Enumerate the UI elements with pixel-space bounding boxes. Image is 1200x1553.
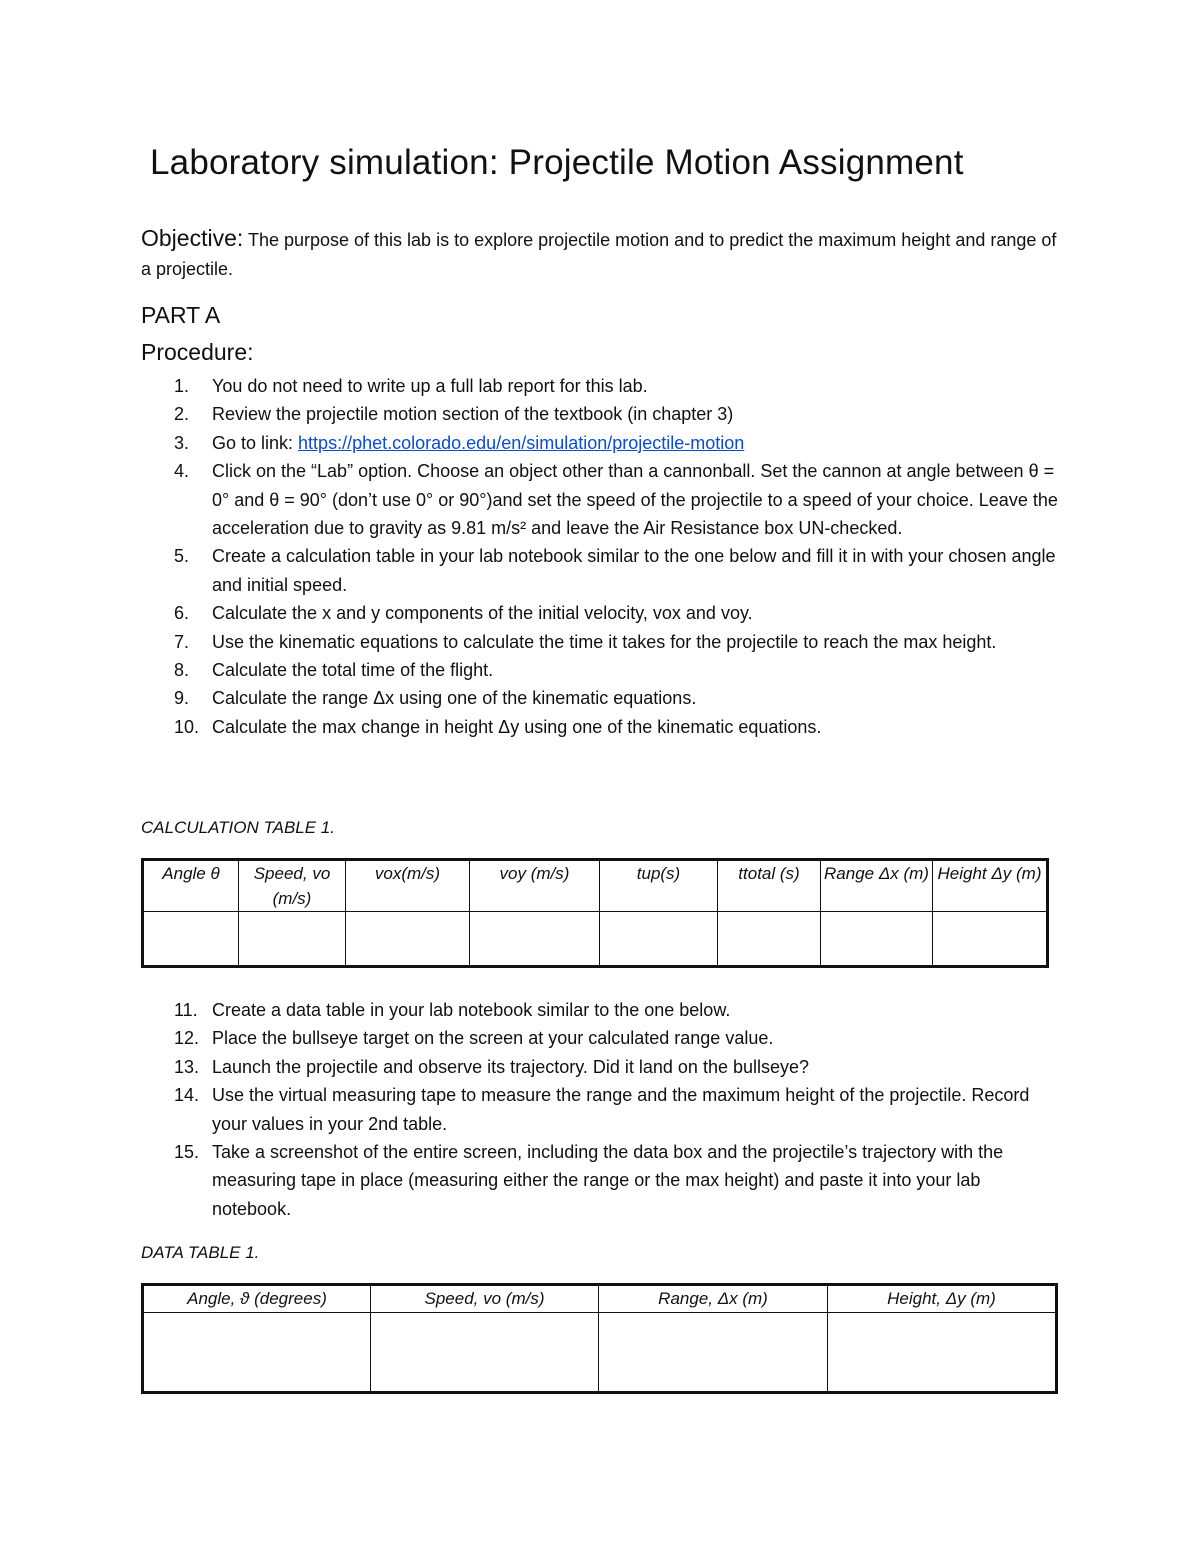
phet-simulation-link[interactable]: https://phet.colorado.edu/en/simulation/projectile-motion (298, 432, 745, 453)
table-cell[interactable] (470, 912, 600, 967)
table-header-row (143, 1285, 1057, 1313)
header-cell-vox: vox(m/s) (346, 860, 470, 912)
data-table-caption: DATA TABLE 1. (141, 1243, 260, 1262)
list-item (141, 542, 1061, 599)
table-cell[interactable] (371, 1313, 599, 1393)
header-cell-height: Height Δy (m) (933, 860, 1048, 912)
header-cell-height: Height, Δy (m) (828, 1285, 1057, 1313)
header-cell-range: Range Δx (m) (821, 860, 933, 912)
header-cell-range: Range, Δx (m) (599, 1285, 828, 1313)
step-text: Place the bullseye target on the screen at your calculated range value. (212, 1028, 774, 1049)
step-text: Create a calculation table in your lab notebook similar to the one below and fill it in with your chosen angle and initial speed. (212, 546, 1056, 595)
list-item (141, 996, 1061, 1024)
list-item (141, 713, 1061, 741)
list-item (141, 400, 1061, 428)
list-item (141, 1053, 1061, 1081)
list-item (141, 656, 1061, 684)
list-item (141, 429, 1061, 457)
step-text: Review the projectile motion section of the textbook (in chapter 3) (212, 404, 734, 425)
table-header-row (143, 860, 1048, 912)
list-item (141, 1081, 1061, 1138)
step-number: 7. (174, 631, 190, 652)
step-number: 2. (174, 404, 190, 425)
calculation-table (141, 858, 1049, 968)
step-text: Use the kinematic equations to calculate the time it takes for the projectile to reach the max height. (212, 631, 997, 652)
header-cell-voy: voy (m/s) (470, 860, 600, 912)
table-cell[interactable] (599, 1313, 828, 1393)
objective-text: The purpose of this lab is to explore projectile motion and to predict the maximum height and range of a projectile. (141, 230, 1057, 279)
step-text: Take a screenshot of the entire screen, including the data box and the projectile’s trajectory with the measuring tape in place (measuring either the range or the max height) and paste it into your lab notebook. (212, 1142, 1004, 1219)
step-number: 1. (174, 376, 190, 396)
step-text: Calculate the total time of the flight. (212, 660, 494, 681)
step-number: 10. (174, 716, 200, 737)
step-number: 5. (174, 546, 190, 567)
step-text: You do not need to write up a full lab report for this lab. (212, 376, 648, 396)
step-text: Click on the “Lab” option. Choose an object other than a cannonball. Set the cannon at angle between θ = 0° and θ = 90° (don’t use 0° or 90°)and set the speed of the projectile to a speed of your choice. Leave the acceleration due to gravity as 9.81 m/s² and leave the Air Resistance box UN-checked. (212, 461, 1058, 539)
table-row (143, 1313, 1057, 1393)
table-cell[interactable] (933, 912, 1048, 967)
list-item (141, 599, 1061, 627)
step-text: Calculate the max change in height Δy using one of the kinematic equations. (212, 716, 822, 737)
list-item (141, 684, 1061, 712)
step-text: Calculate the range Δx using one of the kinematic equations. (212, 688, 697, 709)
table-row (143, 912, 1048, 967)
table-cell[interactable] (828, 1313, 1057, 1393)
table-cell[interactable] (600, 912, 718, 967)
step-number: 11. (174, 1000, 198, 1020)
header-cell-tup: tup(s) (600, 860, 718, 912)
step-text: Launch the projectile and observe its trajectory. Did it land on the bullseye? (212, 1056, 810, 1077)
step-number: 6. (174, 603, 190, 624)
list-item (141, 457, 1061, 542)
step-number: 15. (174, 1142, 200, 1163)
list-item (141, 372, 1061, 400)
list-item (141, 1138, 1061, 1223)
step-number: 13. (174, 1056, 200, 1077)
objective-paragraph (141, 224, 1061, 284)
table-cell[interactable] (346, 912, 470, 967)
procedure-list-a (141, 372, 1061, 741)
step-number: 3. (174, 432, 190, 453)
step-number: 8. (174, 660, 190, 681)
step-number: 14. (174, 1085, 200, 1106)
step-prefix: Go to link: (212, 432, 299, 453)
list-item (141, 628, 1061, 656)
list-item (141, 1024, 1061, 1052)
step-number: 4. (174, 461, 190, 482)
objective-label: Objective: (141, 225, 244, 251)
step-text: Create a data table in your lab notebook similar to the one below. (212, 1000, 731, 1020)
table-cell[interactable] (718, 912, 821, 967)
step-number: 12. (174, 1028, 200, 1049)
procedure-heading: Procedure: (141, 339, 254, 365)
step-text: Calculate the x and y components of the initial velocity, vox and voy. (212, 603, 753, 624)
header-cell-angle: Angle θ (143, 860, 239, 912)
part-a-heading: PART A (141, 302, 221, 328)
header-cell-angle: Angle, ϑ (degrees) (143, 1285, 371, 1313)
header-cell-speed: Speed, vo (m/s) (239, 860, 346, 912)
step-number: 9. (174, 688, 190, 709)
page-title: Laboratory simulation: Projectile Motion Assignment (150, 143, 964, 182)
header-cell-ttotal: ttotal (s) (718, 860, 821, 912)
step-text: Use the virtual measuring tape to measure the range and the maximum height of the projectile. Record your values in your 2nd table. (212, 1085, 1030, 1134)
data-table (141, 1283, 1058, 1394)
table-cell[interactable] (239, 912, 346, 967)
procedure-list-b (141, 996, 1061, 1223)
table-cell[interactable] (821, 912, 933, 967)
table-cell[interactable] (143, 912, 239, 967)
table-cell[interactable] (143, 1313, 371, 1393)
calculation-table-caption: CALCULATION TABLE 1. (141, 818, 335, 837)
header-cell-speed: Speed, vo (m/s) (371, 1285, 599, 1313)
